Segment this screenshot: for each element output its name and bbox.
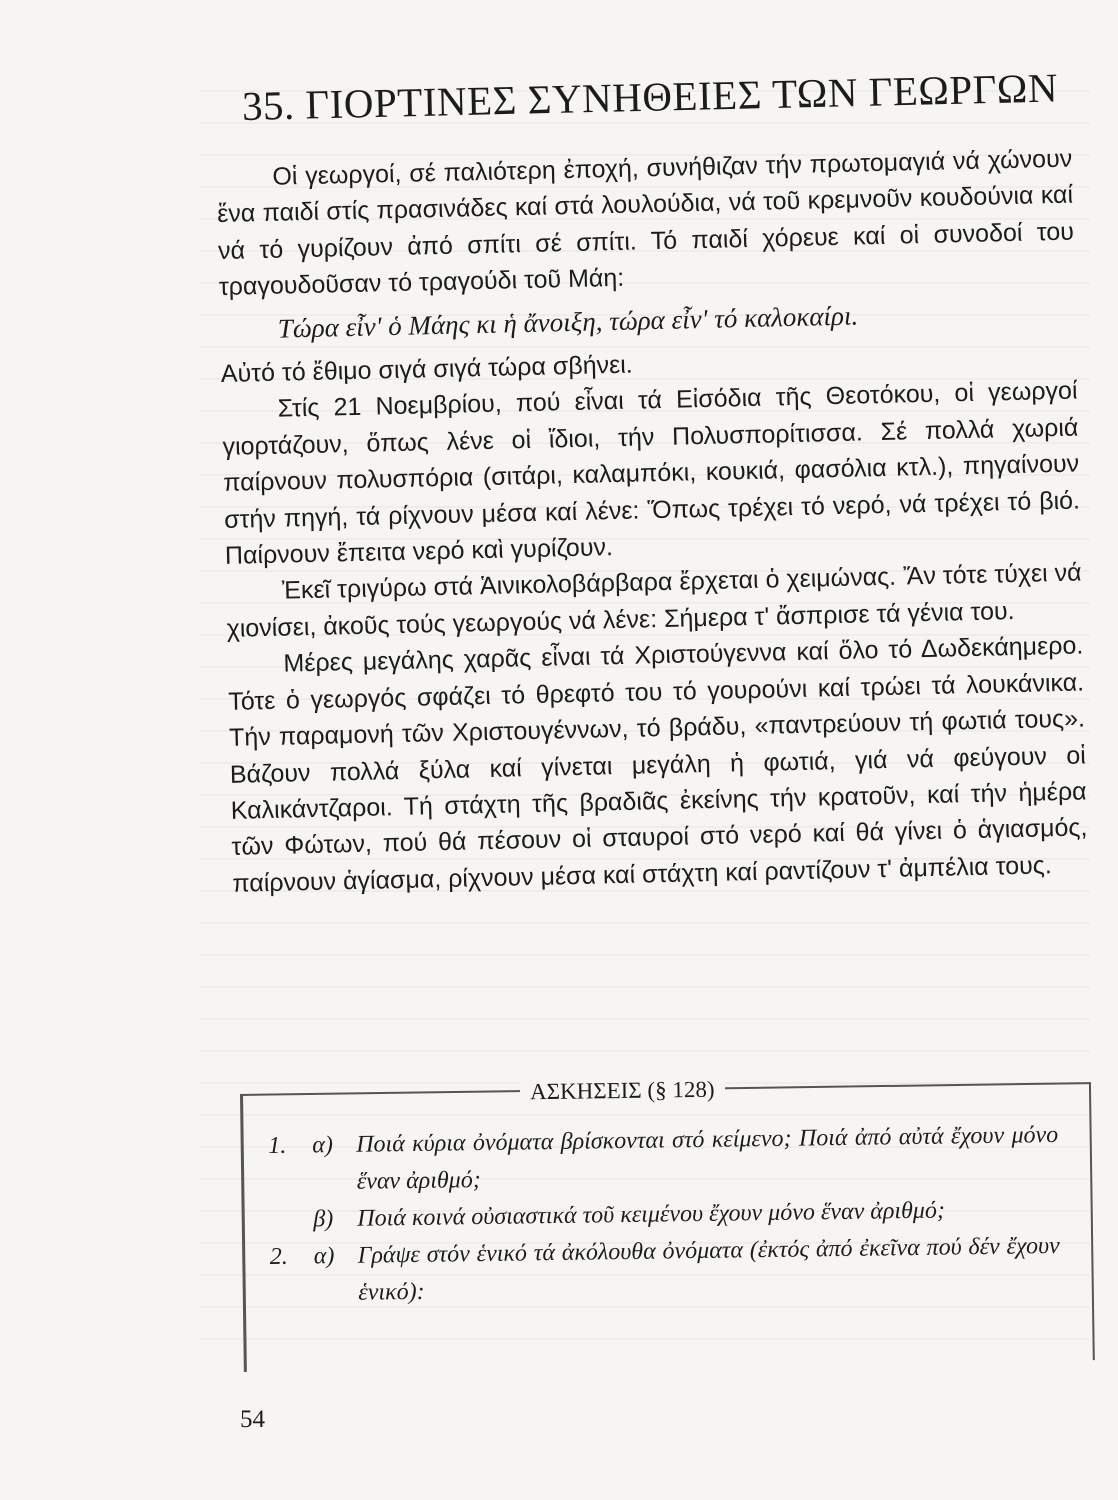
exercise-letter: α) — [312, 1132, 334, 1159]
exercise-letter: α) — [313, 1243, 335, 1270]
exercise-text: Ποιά κύρια ὀνόματα βρίσκονται στό κείμενο; Ποιά ἀπό αὐτά ἔχουν μόνο ἕναν ἀριθμό; — [356, 1121, 1059, 1195]
exercise-number — [269, 1201, 314, 1239]
exercise-letter: β) — [313, 1206, 334, 1233]
paragraph-polysporitissa: Στίς 21 Νοεμβρίου, πού εἶναι τά Εἰσόδια τῆς Θεοτόκου, οἱ γεωργοί γιορτάζουν, ὅπως λένε οἱ ἴδιοι, τήν Πολυσπορίτισσα. Σέ πολλά χωριά παίρνουν πολυσπόρια (σιτάρι, καλαμπόκι, κουκιά, φασόλια κτλ.), πηγαίνουν στήν πηγή, τά ρίχνουν μέσα καί λένε: Ὅπως τρέχει τό νερό, νά τρέχει τό βιό. Παίρνουν ἔπειτα νερό καὶ γυρίζουν. — [222, 376, 1081, 570]
exercise-item — [268, 1117, 1059, 1202]
exercise-number: 2. — [269, 1243, 288, 1270]
paragraph-christmas: Μέρες μεγάλης χαρᾶς εἶναι τά Χριστούγεννα καί ὅλο τό Δωδεκάημερο. Τότε ὁ γεωργός σφάζει τό θρεφτό του τό γουρούνι καί τρώει τά λουκάνικα. Τήν παραμονή τῶν Χριστουγέννων, τό βράδυ, «παντρεύουν τή φωτιά τους». Βάζουν πολλά ξύλα καί γίνεται μεγάλη ἡ φωτιά, γιά νά φεύγουν οἱ Καλικάντζαροι. Τή στάχτη τῆς βραδιᾶς ἐκείνης τήν κρατοῦν, καί τήν ἡμέρα τῶν Φώτων, πού θά πέσουν οἱ σταυροί στό νερό καί θά γίνει ὁ ἁγιασμός, παίρνουν ἁγίασμα, ρίχνουν μέσα καί στάχτη καί ραντίζουν τ' ἀμπέλια τους. — [227, 631, 1088, 898]
exercises-heading: ΑΣΚΗΣΕΙΣ (§ 128) — [520, 1077, 725, 1106]
exercise-number: 1. — [268, 1132, 287, 1159]
chapter-title: 35. ΓΙΟΡΤΙΝΕΣ ΣΥΝΗΘΕΙΕΣ ΤΩΝ ΓΕΩΡΓΩΝ — [241, 64, 1059, 129]
exercises-list — [268, 1117, 1061, 1313]
exercise-text: Ποιά κοινά οὐσιαστικά τοῦ κειμένου ἔχουν μόνο ἕναν ἀριθμό; — [357, 1197, 946, 1232]
chapter-body — [216, 141, 1089, 902]
exercise-text: Γράψε στόν ἑνικό τά ἀκόλουθα ὀνόματα (ἐκτός ἀπό ἐκεῖνα πού δέν ἔχουν ἑνικό): — [357, 1232, 1060, 1306]
exercise-item — [270, 1228, 1061, 1313]
verse-may-song: Τώρα εἶν' ὁ Μάης κι ἡ ἄνοιξη, τώρα εἶν' τό καλοκαίρι. — [277, 300, 859, 344]
page-number: 54 — [240, 1406, 265, 1433]
paragraph-winter: Ἐκεῖ τριγύρω στά Ἁινικολοβάρβαρα ἔρχεται ὁ χειμώνας. Ἄν τότε τύχει νά χιονίσει, ἀκοῦς τούς γεωργούς νά λένε: Σήμερα τ' ἄσπρισε τά γένια του. — [226, 558, 1082, 643]
paragraph-may-day: Οἱ γεωργοί, σέ παλιότερη ἐποχή, συνήθιζαν τήν πρωτομαγιά νά χώνουν ἕνα παιδί στίς πρασινάδες καί στά λουλούδια, νά τοῦ κρεμνοῦν κουδούνια καί νά τό γυρίζουν ἀπό σπίτι σέ σπίτι. Τό παιδί χόρευε καί οἱ συνοδοί του τραγουδοῦσαν τό τραγούδι τοῦ Μάη: — [216, 144, 1075, 302]
paragraph-custom-fading: Αὐτό τό ἔθιμο σιγά σιγά τώρα σβήνει. — [220, 350, 634, 388]
